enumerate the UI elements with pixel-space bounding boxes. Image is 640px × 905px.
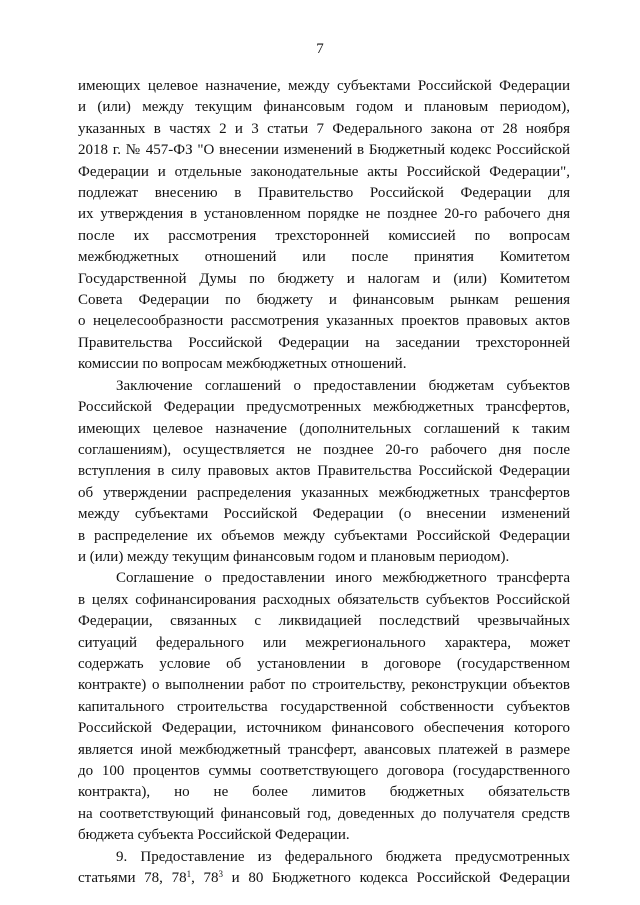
text-line: 2018 г. № 457-ФЗ "О внесении изменений в Бюджетный кодекс Российской bbox=[78, 142, 570, 159]
text-line: контракта), но не более лимитов бюджетных обязательств bbox=[78, 784, 570, 801]
superscript: 1 bbox=[186, 869, 192, 880]
text-line: является иной межбюджетный трансферт, авансовых платежей в размере bbox=[78, 741, 570, 758]
paragraph bbox=[78, 568, 570, 846]
text-line: капитального строительства государственной собственности субъектов bbox=[78, 698, 570, 715]
document-body bbox=[78, 76, 570, 889]
page-number: 7 bbox=[316, 41, 324, 57]
text-line: Федерации, связанных с ликвидацией последствий чрезвычайных bbox=[78, 613, 570, 630]
text-line: содержать условие об установлении в договоре (государственном bbox=[78, 655, 570, 672]
paragraph-9 bbox=[78, 847, 570, 890]
text-line: Государственной Думы по бюджету и налогам и (или) Комитетом bbox=[78, 270, 570, 287]
text-run: , 78 bbox=[191, 870, 219, 887]
superscript: 3 bbox=[218, 869, 223, 880]
text-line: о нецелесообразности рассмотрения указанных проектов правовых актов bbox=[78, 313, 570, 330]
text-line: после их рассмотрения трехсторонней комиссией по вопросам bbox=[78, 227, 570, 244]
text-line: соглашениям), осуществляется не позднее 20-го рабочего дня после bbox=[78, 441, 570, 458]
text-line: контракте) о выполнении работ по строительству, реконструкции объектов bbox=[78, 677, 570, 694]
text-line: и (или) между текущим финансовым годом и плановым периодом). bbox=[78, 548, 510, 565]
text-line: Заключение соглашений о предоставлении бюджетам субъектов bbox=[116, 377, 570, 394]
text-line: Российской Федерации, источником финансового обеспечения которого bbox=[78, 720, 570, 737]
text-line: между субъектами Российской Федерации (о внесении изменений bbox=[78, 506, 570, 523]
text-run: и 80 Бюджетного кодекса Российской Федерации bbox=[223, 870, 570, 887]
text-line: межбюджетных отношений или после принятия Комитетом bbox=[78, 249, 570, 266]
text-line: 9. Предоставление из федерального бюджета предусмотренных bbox=[116, 848, 570, 865]
text-line: Федерации и отдельные законодательные акты Российской Федерации", bbox=[78, 163, 570, 180]
text-line: Совета Федерации по бюджету и финансовым рынкам решения bbox=[78, 292, 570, 309]
text-line: об утверждении распределения указанных межбюджетных трансфертов bbox=[78, 484, 570, 501]
text-line: до 100 процентов суммы соответствующего договора (государственного bbox=[78, 763, 570, 779]
text-line: имеющих целевое назначение (дополнительных соглашений к таким bbox=[78, 420, 570, 437]
text-line: указанных в частях 2 и 3 статьи 7 Федерального закона от 28 ноября bbox=[78, 120, 570, 137]
text-line bbox=[78, 868, 570, 889]
text-line: ситуаций федерального или межрегионального характера, может bbox=[78, 634, 570, 651]
paragraph-container bbox=[78, 76, 570, 847]
text-line: Правительства Российской Федерации на заседании трехсторонней bbox=[78, 334, 570, 351]
text-line: в распределение их объемов между субъектами Российской Федерации bbox=[78, 527, 570, 544]
text-line: имеющих целевое назначение, между субъектами Российской Федерации bbox=[78, 78, 570, 94]
text-line: Российской Федерации предусмотренных межбюджетных трансфертов, bbox=[78, 399, 570, 416]
text-line: подлежат внесению в Правительство Российской Федерации для bbox=[78, 185, 570, 202]
text-line: бюджета субъекта Российской Федерации. bbox=[78, 827, 350, 844]
text-run: статьями 78, 78 bbox=[78, 870, 187, 887]
text-line: их утверждения в установленном порядке не позднее 20-го рабочего дня bbox=[78, 206, 570, 223]
text-line: комиссии по вопросам межбюджетных отношений. bbox=[78, 356, 407, 373]
paragraph bbox=[78, 376, 570, 569]
text-line: в целях софинансирования расходных обязательств субъектов Российской bbox=[78, 591, 570, 608]
text-line: вступления в силу правовых актов Правительства Российской Федерации bbox=[78, 463, 570, 480]
text-line: и (или) между текущим финансовым годом и плановым периодом), bbox=[78, 99, 570, 116]
text-line: Соглашение о предоставлении иного межбюджетного трансферта bbox=[116, 570, 570, 587]
paragraph bbox=[78, 76, 570, 376]
text-line: на соответствующий финансовый год, доведенных до получателя средств bbox=[78, 805, 570, 822]
